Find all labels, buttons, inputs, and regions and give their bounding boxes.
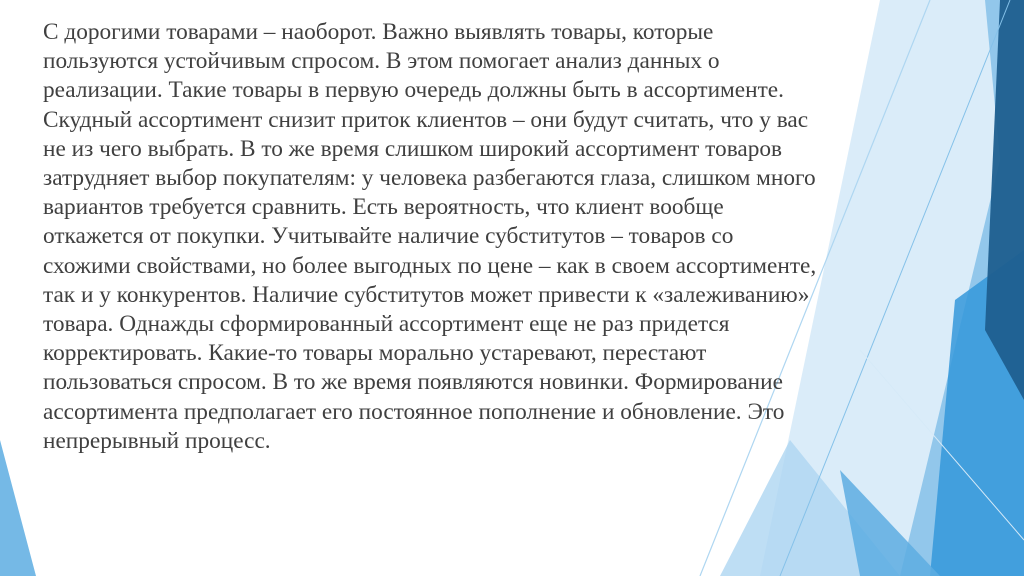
text-line: так и у конкурентов. Наличие субститутов может привести к «залеживанию» [43,281,810,308]
text-line: Скудный ассортимент снизит приток клиентов – они будут считать, что у вас [43,106,809,133]
text-line: непрерывный процесс. [43,427,271,454]
text-line: откажется от покупки. Учитывайте наличие субститутов – товаров со [43,223,734,250]
text-line: пользоваться спросом. В то же время появляются новинки. Формирование [43,369,783,396]
text-line: товара. Однажды сформированный ассортимент еще не раз придется [43,311,730,338]
body-text [43,18,978,456]
text-line: корректировать. Какие-то товары морально устаревают, перестают [43,340,707,367]
text-line: пользуются устойчивым спросом. В этом помогает анализ данных о [43,48,720,75]
text-line: вариантов требуется сравнить. Есть вероятность, что клиент вообще [43,194,724,221]
text-line: схожими свойствами, но более выгодных по цене – как в своем ассортименте, [43,252,817,279]
text-line: ассортимента предполагает его постоянное пополнение и обновление. Это [43,398,785,425]
text-line: С дорогими товарами – наоборот. Важно выявлять товары, которые [43,19,714,45]
left-accent-shape [0,440,36,576]
text-line: не из чего выбрать. В то же время слишком широкий ассортимент товаров [43,135,783,162]
text-line: реализации. Такие товары в первую очередь должны быть в ассортименте. [43,77,784,104]
text-line: затрудняет выбор покупателям: у человека разбегаются глаза, слишком много [43,165,816,192]
